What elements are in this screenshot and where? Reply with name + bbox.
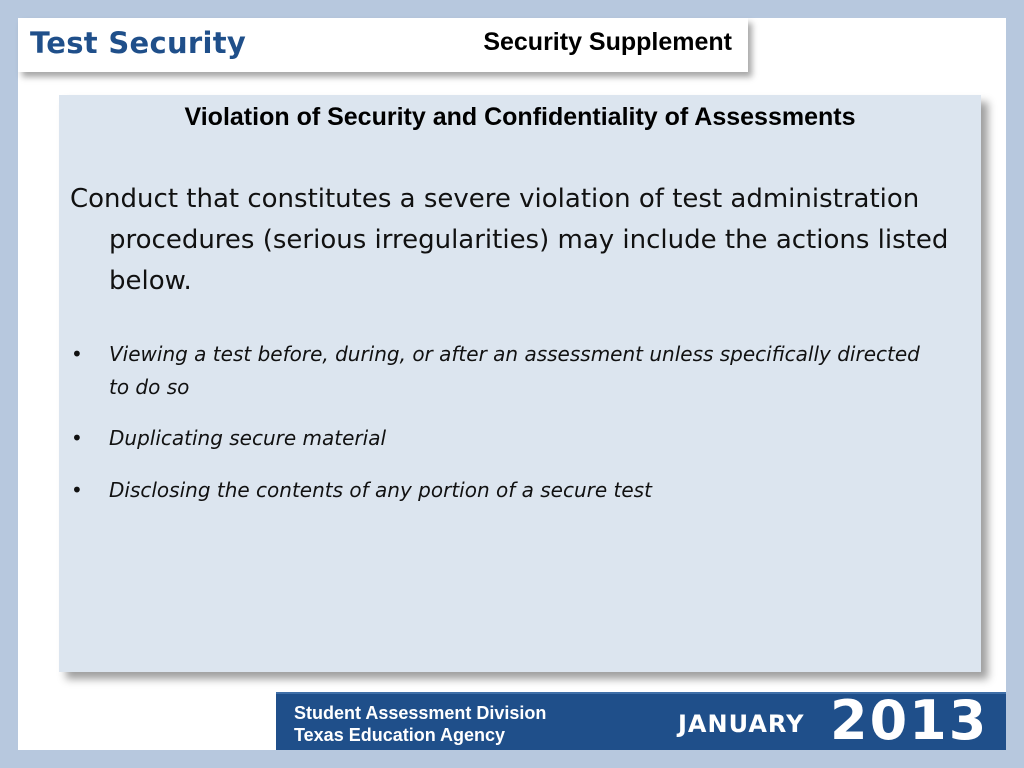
footer-month: JANUARY xyxy=(678,710,805,738)
panel-heading: Violation of Security and Confidentiality of Assessments xyxy=(184,103,856,131)
bullet-icon: • xyxy=(71,426,83,450)
footer-banner xyxy=(276,689,1006,752)
footer-year: 2013 xyxy=(830,689,989,752)
header-bar xyxy=(18,18,748,72)
bullet-text: Disclosing the contents of any portion of a secure test xyxy=(109,478,652,502)
content-panel xyxy=(59,95,981,672)
brand-title: Test Security xyxy=(30,26,247,60)
bullet-list xyxy=(59,338,939,507)
intro-paragraph: Conduct that constitutes a severe violation of test administration procedures (serious irregularities) may include the actions listed below. xyxy=(70,184,949,296)
footer-agency: Texas Education Agency xyxy=(294,725,506,745)
bullet-item xyxy=(59,422,939,455)
bullet-item xyxy=(59,474,939,507)
bullet-text: Duplicating secure material xyxy=(109,426,387,450)
footer-division: Student Assessment Division xyxy=(294,703,547,723)
bullet-icon: • xyxy=(71,478,83,502)
bullet-icon: • xyxy=(71,342,83,366)
supplement-title: Security Supplement xyxy=(483,28,732,56)
bullet-item xyxy=(59,338,939,404)
bullet-text: Viewing a test before, during, or after an assessment unless specifically directed to do so xyxy=(109,342,920,399)
